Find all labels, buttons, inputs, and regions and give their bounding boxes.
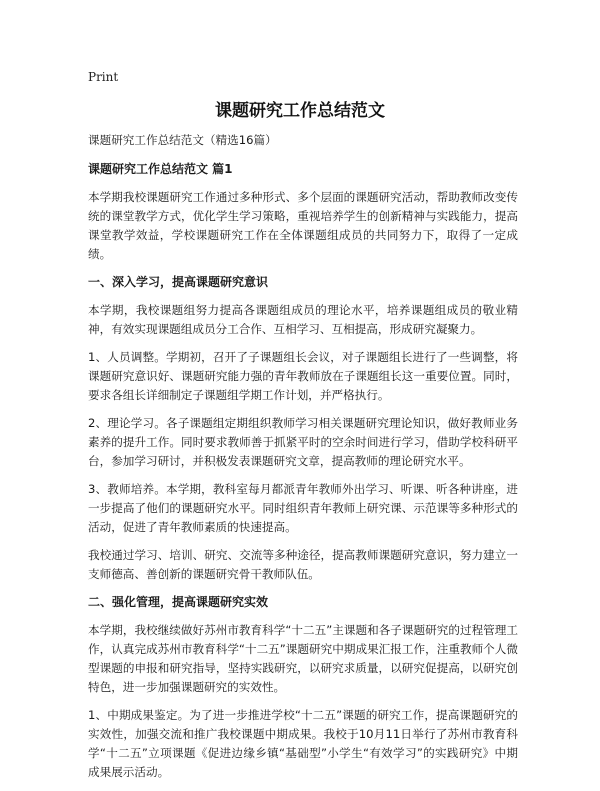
- paragraph-3: 2、理论学习。各子课题组定期组织教师学习相关课题研究理论知识，做好教师业务素养的提升工作。同时要求教师善于抓紧平时的空余时间进行学习，借助学校科研平台，参加学习研讨，并积极发表课题研究文章，提高教师的理论研究水平。: [88, 416, 518, 468]
- paragraph-intro: 本学期我校课题研究工作通过多种形式、多个层面的课题研究活动，帮助教师改变传统的课堂教学方式，优化学生学习策略，重视培养学生的创新精神与实践能力，提高课堂教学效益，学校课题研究工作在全体课题组成员的共同努力下，取得了一定成绩。: [88, 190, 518, 261]
- paragraph-6: 本学期，我校继续做好苏州市教育科学“十二五”主课题和各子课题研究的过程管理工作，认真完成苏州市教育科学“十二五”课题研究中期成果汇报工作，注重教师个人微型课题的申报和研究指导，坚持实践研究，以研究求质量，以研究促提高，以研究创特色，进一步加强课题研究的实效性。: [88, 623, 518, 694]
- paragraph-1: 本学期，我校课题组努力提高各课题组成员的理论水平，培养课题组成员的敬业精神，有效实现课题组成员分工合作、互相学习、互相提高，形成研究凝聚力。: [88, 303, 518, 336]
- paragraph-4: 3、教师培养。本学期，教科室每月都派青年教师外出学习、听课、听各种讲座，进一步提高了他们的课题研究水平。同时组织青年教师上研究课、示范课等多种形式的活动，促进了青年教师素质的快速提高。: [88, 482, 518, 534]
- heading-deep-learning: 一、深入学习，提高课题研究意识: [88, 275, 269, 289]
- document-subtitle: 课题研究工作总结范文（精选16篇）: [88, 133, 277, 147]
- page-title: 课题研究工作总结范文: [215, 101, 385, 121]
- section-title: 课题研究工作总结范文 篇1: [88, 162, 233, 176]
- paragraph-7: 1、中期成果鉴定。为了进一步推进学校“十二五”课题的研究工作，提高课题研究的实效性，加强交流和推广我校课题中期成果。我校于10月11日举行了苏州市教育科学“十二五”立项课题《促进边缘乡镇“基础型”小学生“有效学习”的实践研究》中期成果展示活动。: [88, 708, 518, 779]
- document-body: [88, 131, 518, 791]
- heading-strengthen-management: 二、强化管理，提高课题研究实效: [88, 595, 269, 609]
- paragraph-5: 我校通过学习、培训、研究、交流等多种途径，提高教师课题研究意识，努力建立一支师德高、善创新的课题研究骨干教师队伍。: [88, 548, 518, 581]
- paragraph-2: 1、人员调整。学期初，召开了子课题组长会议，对子课题组长进行了一些调整，将课题研究意识好、课题研究能力强的青年教师放在子课题组长这一重要位置。同时，要求各组长详细制定子课题组学期工作计划，并严格执行。: [88, 350, 518, 402]
- print-link[interactable]: Print: [88, 70, 119, 84]
